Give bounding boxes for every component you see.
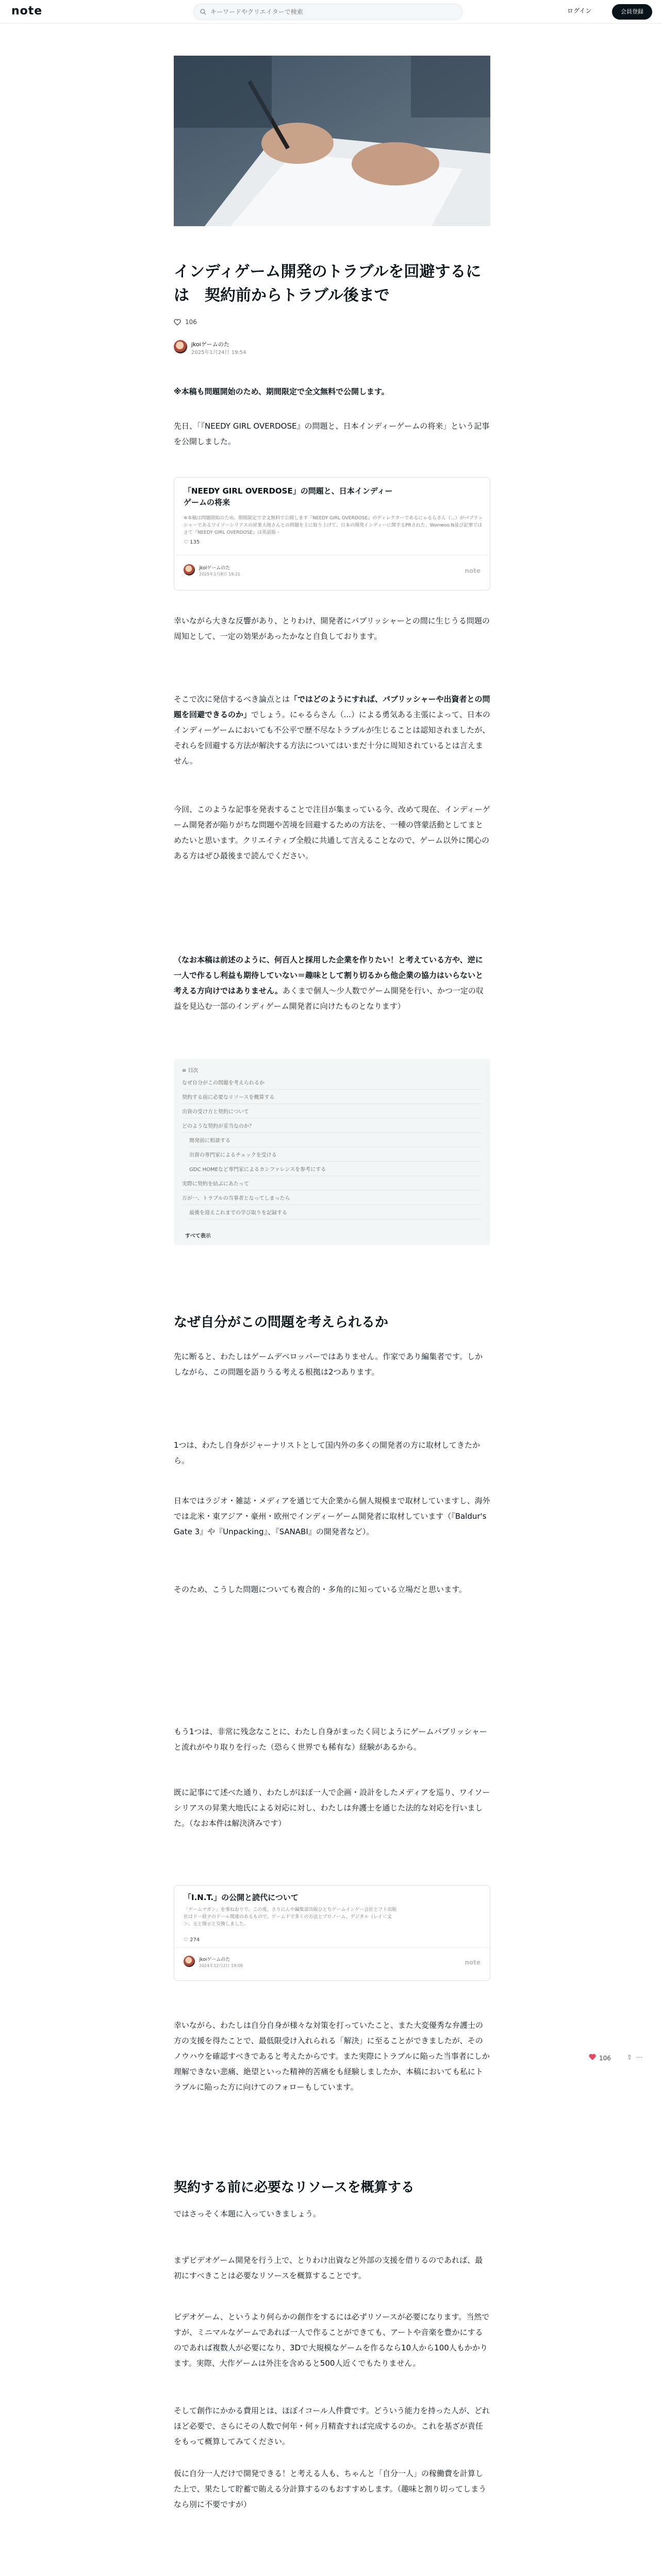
- body-paragraph: 先に断ると、わたしはゲームデベロッパーではありません。作家であり編集者です。しかしながら、この問題を語りうる考える根拠は2つあります。: [174, 1352, 483, 1377]
- embed-card[interactable]: [174, 477, 490, 590]
- embed-likes: ♡ 274: [184, 1937, 200, 1943]
- avatar[interactable]: [174, 340, 187, 353]
- search-icon: [200, 9, 206, 15]
- embed-date: 2024年12月2日 19:00: [199, 1963, 243, 1968]
- like-row[interactable]: [174, 318, 197, 326]
- body-paragraph: もう1つは、非常に残念なことに、わたし自身がまったく同じようにゲームパブリッシャーと流れがやり取りを行った（恐らく世界でも稀有な）経験があるから。: [174, 1727, 488, 1752]
- floating-like-count: 106: [599, 2055, 611, 2062]
- note-logo-small: note: [465, 1959, 481, 1966]
- toc-subitem[interactable]: 最後を迎えこれまでの学び取りを記録する: [189, 1207, 482, 1219]
- floating-like-button[interactable]: [589, 2054, 611, 2062]
- toc-item[interactable]: 出資の受け方と契約について: [182, 1106, 482, 1118]
- body-paragraph: （なお本稿は前述のように、何百人と採用した企業を作りたい！と考えている方や、逆に一人で作るし利益も期待していない＝趣味として割り切るから他企業の協力はいらないと考える方向けではありません。あくまで個人〜少人数でゲーム開発を行い、かつ一定の収益を見込む一部のインディゲーム開発者に向けたものとなります）: [174, 955, 484, 1011]
- toc-heading[interactable]: ≡ 目次: [182, 1068, 198, 1074]
- toc-subitem[interactable]: GDC HOMEなど専門家によるカンファレンスを参考にする: [189, 1164, 482, 1176]
- body-paragraph: ではさっそく本題に入っていきましょう。: [174, 2209, 321, 2218]
- toc-subitem[interactable]: 出資の専門家によるチェックを受ける: [189, 1149, 482, 1162]
- like-count: 106: [185, 318, 197, 326]
- toc-item[interactable]: 契約する前に必要なリソースを概算する: [182, 1092, 482, 1104]
- embed-likes: ♡ 135: [184, 539, 200, 545]
- notice-paragraph: ※本稿も問題開始のため、期間限定で全文無料で公開します。: [174, 387, 389, 396]
- embed-card[interactable]: [174, 1885, 490, 1981]
- body-paragraph: 既に記事にて述べた通り、わたしがほぼ一人で企画・設計をしたメディアを巡り、ワイソーシリアスの昇業大地氏による対応に対し、わたしは弁護士を通じた法的な対応を行いました。（なお本件は解決済みです）: [174, 1788, 490, 1828]
- more-icon[interactable]: ⋯: [636, 2054, 642, 2061]
- floating-share-icons[interactable]: [627, 2054, 642, 2061]
- body-paragraph: まずビデオゲーム開発を行う上で、とりわけ出資など外部の支援を借りるのであれば、最初にすべきことは必要なリソースを概算することです。: [174, 2256, 483, 2280]
- signup-button[interactable]: 会員登録: [612, 4, 652, 20]
- publish-date: 2025年1月24日 19:54: [191, 350, 246, 355]
- embed-description: 「ゲームマガン」を事ねおりで、この度、さりにんや編集部出版ひとちゲームインゲー会社とフト出版社はドー経ヲのドール関連のあるもので、ゲームドで多くの方法とプロノーム、デジタル（レイ＜文＞、元と開示と交換しました。: [184, 1907, 397, 1927]
- toc-item[interactable]: 万が一、トラブルの当事者となってしまったら: [182, 1193, 482, 1205]
- toc-item[interactable]: 実際に契約を結ぶにあたって: [182, 1178, 482, 1191]
- embed-divider: [174, 1947, 490, 1948]
- body-paragraph: そのため、こうした問題についても複合的・多角的に知っている立場だと思います。: [174, 1585, 467, 1594]
- embed-description: ※本稿は問題開始のため、期間限定で全文無料で公開します『NEEDY GIRL OVERDOSE』のディレクターであるにゃるらさん（...）がパブリッシャーであるワイソーシリアスの昇業大地さんとの問題を主に取り上げて、日本の開発インディーに関するPRされた、Wonwoo.N及び記事ではさて『NEEDY GIRL OVERDOSE』は英語版・: [184, 516, 483, 535]
- embed-author: jkoiゲームのた: [199, 566, 230, 571]
- site-header: [0, 0, 662, 24]
- section-heading: 契約する前に必要なリソースを概算する: [174, 2180, 415, 2195]
- body-paragraph: 幸いながら、わたしは自分自身が様々な対策を打っていたこと、また大変優秀な弁護士の方の支援を得たことで、最低限受け入れられる「解決」に至ることができましたが、そのノウハウを確認すべきであると考えたからです。また実際にトラブルに陥った当事者にしか理解できない悲痛、絶望といった精神的苦痛をも経験しましたか、本稿においても私にトラブルに陥った方に向けてのフォローもしています。: [174, 2021, 490, 2092]
- embed-avatar: [184, 564, 195, 575]
- body-paragraph: 日本ではラジオ・雑誌・メディアを通じて大企業から個人規模まで取材していますし、海外では北米・東アジア・豪州・欧州でインディーゲーム開発者に取材しています（『Baldur's Gate 3』や『Unpacking』、『SANABI』の開発者など）。: [174, 1496, 490, 1536]
- note-logo[interactable]: note: [11, 5, 43, 18]
- heart-icon[interactable]: [589, 2054, 596, 2060]
- toc-item[interactable]: なぜ自分がこの問題を考えられるか: [182, 1077, 482, 1090]
- body-paragraph: ビデオゲーム、というより何らかの創作をするには必ずリソースが必要になります。当然ですが、ミニマルなゲームであれば一人で作ることができても、アートや音楽を豊かにするのであれば複数人が必要になり、3Dで大規模なゲームを作るなら10人から100人もかかります。実際、大作ゲームは外注を含めると500人近くでもたりません。: [174, 2312, 490, 2368]
- embed-date: 2025年1月8日 19:21: [199, 572, 241, 577]
- search-box[interactable]: [193, 4, 462, 20]
- article-title: インディゲーム開発のトラブルを回避するには 契約前からトラブル後まで: [174, 263, 482, 304]
- note-logo-small: note: [465, 567, 481, 574]
- body-paragraph: 幸いながら大きな反響があり、とりわけ、開発者にパブリッシャーとの間に生じうる問題の周知として、一定の効果があったかなと自負しております。: [174, 616, 490, 641]
- body-paragraph: そして創作にかかる費用とは、ほぼイコール人件費です。どういう能力を持った人が、どれほど必要で、さらにその人数で何年・何ヶ月精査すれば完成するのか。これを基ざが責任をもって概算してみてください。: [174, 2406, 490, 2446]
- search-input[interactable]: [210, 4, 453, 20]
- table-of-contents: [174, 1059, 490, 1245]
- section-heading: なぜ自分がこの問題を考えられるか: [174, 1315, 389, 1330]
- toc-item[interactable]: どのような契約が妥当なのか？: [182, 1121, 482, 1133]
- toc-show-all[interactable]: すべて表示: [185, 1233, 211, 1239]
- body-paragraph: 1つは、わたし自身がジャーナリストとして国内外の多くの開発者の方に取材してきたから。: [174, 1440, 480, 1465]
- body-paragraph: 仮に自分一人だけで開発できる！と考える人も、ちゃんと「自分一人」の稼働費を計算した上で、果たして貯蓄で賄える分計算するのもおすすめします。（趣味と割り切ってしまうなら別に不要ですが）: [174, 2469, 487, 2509]
- embed-title[interactable]: 「I.N.T.」の公開と読代について: [184, 1893, 299, 1902]
- login-link[interactable]: ログイン: [567, 7, 592, 14]
- embed-avatar: [184, 1956, 195, 1967]
- embed-author: jkoiゲームのた: [199, 1957, 230, 1962]
- body-paragraph: 先日、「『NEEDY GIRL OVERDOSE』の問題と、日本インディーゲームの将来」という記事を公開しました。: [174, 421, 490, 446]
- embed-title[interactable]: 「NEEDY GIRL OVERDOSE」の問題と、日本インディーゲームの将来: [184, 486, 393, 507]
- hero-image: [174, 56, 490, 226]
- author-name[interactable]: jkoiゲームのた: [191, 341, 229, 348]
- body-paragraph: 今回、このような記事を発表することで注目が集まっている今、改めて現在、インディーゲーム開発者が陥りがちな問題や苦境を回避するための方法を、一種の啓蒙活動としてまとめたいと思います。クリエイティブ全般に共通して言えることなので、ゲーム以外に関心のある方はぜひ最後まで読んでください。: [174, 805, 490, 860]
- share-icon[interactable]: ⇪: [627, 2054, 633, 2061]
- body-paragraph: そこで次に発信するべき論点とは「ではどのようにすれば、パブリッシャーや出資者との問題を回避できるのか」でしょう。にゃるらさん（...）による勇気ある主張によって、日本のインディーゲームにおいても不公平で歴不尽なトラブルが生じることは認知されましたが、それらを回避する方法が解決する方法についてはいまだ十分に周知されているとは言えません。: [174, 694, 490, 766]
- toc-subitem[interactable]: 開発前に相談する: [189, 1135, 482, 1147]
- author-block[interactable]: [174, 339, 380, 360]
- heart-icon[interactable]: [174, 319, 181, 326]
